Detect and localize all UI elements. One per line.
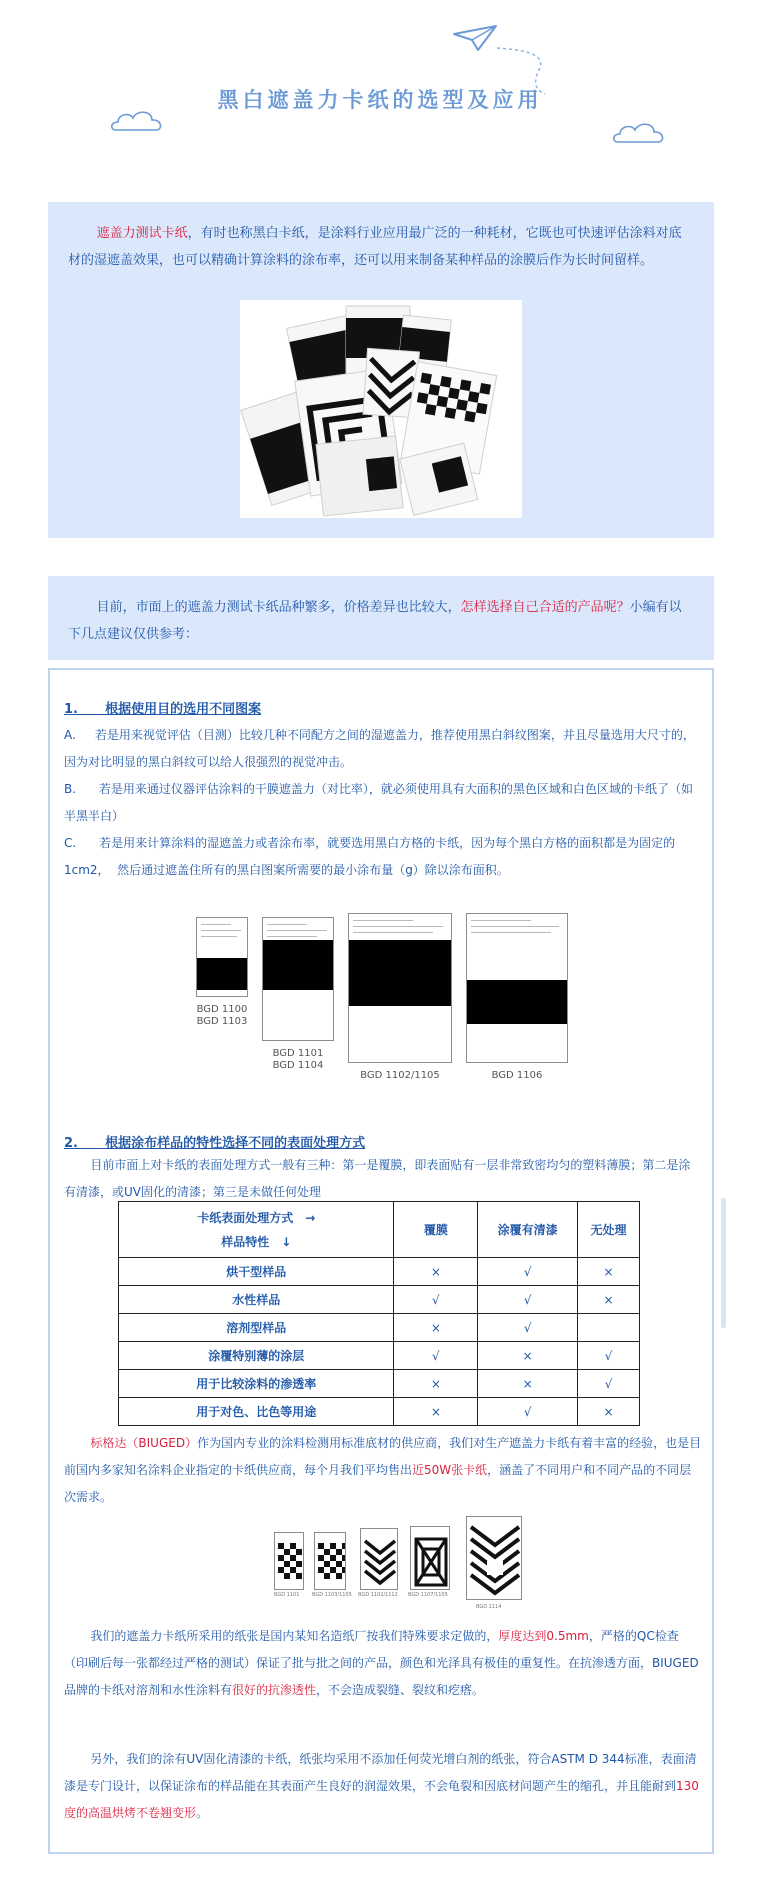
paper-text1: 我们的遮盖力卡纸所采用的纸张是国内某知名造纸厂按我们特殊要求定做的， [90, 1629, 499, 1643]
paper-highlight2: 很好的抗渗透性 [232, 1683, 317, 1697]
card-bgd-1100 [196, 917, 248, 997]
caption-bgd-1100: BGD 1100 [196, 1004, 248, 1015]
sample-card-large-diagonal [466, 1516, 522, 1600]
section2-heading: 2. 根据涂布样品的特性选择不同的表面处理方式 [64, 1136, 366, 1151]
table-row [119, 1314, 640, 1342]
table-row-feature: 用于对色、比色等用途 [119, 1398, 394, 1426]
page-title: 黑白遮盖力卡纸的选型及应用 [217, 88, 543, 112]
table-cell: × [478, 1342, 578, 1370]
table-cell: √ [394, 1342, 478, 1370]
table-cell: × [394, 1398, 478, 1426]
sample-caption: BGD 1107/1105 [408, 1592, 448, 1598]
sample-card-checker [274, 1532, 304, 1590]
table-cell: × [394, 1314, 478, 1342]
scattered-cards-illustration [240, 300, 522, 518]
cloud-icon [612, 120, 666, 144]
table-row [119, 1370, 640, 1398]
scrollbar[interactable] [721, 1198, 726, 1328]
table-corner-cell [119, 1202, 394, 1258]
company-text1: 作为国内专业的涂料检测用标准底材的供应商，我们对生产遮盖力卡纸有着丰富的经验，也是目前国内多家知名涂料企业指定的卡纸供应商，每个月我们平均售出 [64, 1436, 702, 1477]
table-row [119, 1398, 640, 1426]
table-row-feature: 溶剂型样品 [119, 1314, 394, 1342]
page-header [0, 0, 760, 150]
caption-bgd-1102-1105: BGD 1102/1105 [360, 1070, 440, 1081]
sample-caption: BGD 1114 [476, 1604, 502, 1610]
table-row [119, 1342, 640, 1370]
table-column-header: 覆膜 [394, 1202, 478, 1258]
company-paragraph [64, 1430, 702, 1511]
caption-bgd-1104: BGD 1104 [272, 1060, 324, 1071]
product-photo [240, 300, 522, 518]
question-pre: 目前，市面上的遮盖力测试卡纸品种繁多，价格差异也比较大， [96, 600, 461, 615]
uv-text2: 。 [196, 1806, 209, 1820]
caption-bgd-1106: BGD 1106 [491, 1070, 543, 1081]
table-cell: √ [478, 1398, 578, 1426]
table-cell: × [478, 1370, 578, 1398]
table-cell: √ [394, 1286, 478, 1314]
table-header-row [119, 1202, 640, 1258]
intro-highlight: 遮盖力测试卡纸 [96, 226, 188, 241]
table-cell [578, 1314, 640, 1342]
intro-paragraph [48, 202, 714, 274]
table-cell: × [578, 1398, 640, 1426]
table-cell: × [578, 1258, 640, 1286]
table-corner-line1: 卡纸表面处理方式 → [197, 1210, 316, 1225]
table-column-header: 涂覆有清漆 [478, 1202, 578, 1258]
sample-caption: BGD 1102/1112 [358, 1592, 398, 1598]
table-cell: × [394, 1258, 478, 1286]
table-column-header: 无处理 [578, 1202, 640, 1258]
sample-caption: BGD 1101 [274, 1592, 300, 1598]
card-bgd-1101 [262, 917, 334, 1041]
card-bgd-1102 [348, 913, 452, 1063]
section1-item-c: C. 若是用来计算涂料的湿遮盖力或者涂布率，就要选用黑白方格的卡纸，因为每个黑白方格的面积都是为固定的1cm2， 然后通过遮盖住所有的黑白图案所需要的最小涂布量（g）除以涂布面积。 [64, 836, 676, 877]
company-text2: ，涵盖了不同用户和不同产品的不同层次需求。 [64, 1463, 692, 1504]
card-bgd-1106 [466, 913, 568, 1063]
company-highlight: 近50W张卡纸 [412, 1463, 488, 1477]
uv-paragraph [64, 1746, 702, 1827]
table-cell: √ [478, 1286, 578, 1314]
sample-caption: BGD 1103/1105 [312, 1592, 352, 1598]
uv-text1: 另外，我们的涂有UV固化清漆的卡纸，纸张均采用不添加任何荧光增白剂的纸张，符合ASTM D 344标准，表面清漆是专门设计，以保证涂布的样品能在其表面产生良好的润湿效果，不会龟裂和因底材问题产生的缩孔，并且能耐到 [64, 1752, 697, 1793]
sample-card-chevron [360, 1528, 398, 1590]
surface-treatment-table [118, 1201, 640, 1426]
section2-text: 目前市面上对卡纸的表面处理方式一般有三种：第一是覆膜，即表面贴有一层非常致密均匀的塑料薄膜；第二是涂有清漆，或UV固化的清漆；第三是未做任何处理 [64, 1158, 691, 1199]
table-row-feature: 用于比较涂料的渗透率 [119, 1370, 394, 1398]
section1-heading: 1. 根据使用目的选用不同图案 [64, 702, 262, 717]
caption-bgd-1101: BGD 1101 [272, 1048, 324, 1059]
company-brand: 标格达（BIUGED） [90, 1436, 198, 1450]
table-cell: √ [578, 1370, 640, 1398]
table-cell: √ [478, 1258, 578, 1286]
paper-text3: ，不会造成裂缝、裂纹和疙瘩。 [316, 1683, 485, 1697]
table-cell: √ [578, 1342, 640, 1370]
caption-bgd-1103: BGD 1103 [196, 1016, 248, 1027]
question-post: 小编有以下几点建议仅供参考： [68, 600, 682, 642]
table-cell: √ [478, 1314, 578, 1342]
table-row-feature: 烘干型样品 [119, 1258, 394, 1286]
question-highlight: 怎样选择自己合适的产品呢？ [460, 600, 630, 615]
intro-panel [48, 202, 714, 538]
sample-card-diagonal [410, 1526, 450, 1590]
question-paragraph [48, 576, 714, 648]
uv-highlight: 130度的高温烘烤不卷翘变形 [64, 1779, 699, 1820]
section1-item-a: A. 若是用来视觉评估（目测）比较几种不同配方之间的湿遮盖力，推荐使用黑白斜纹图案，并且尽量选用大尺寸的，因为对比明显的黑白斜纹可以给人很强烈的视觉冲击。 [64, 728, 695, 769]
paper-text2: ，严格的QC检查（印刷后每一张都经过严格的测试）保证了批与批之间的产品，颜色和光泽具有极佳的重复性。在抗渗透方面，BIUGED品牌的卡纸对溶剂和水性涂料有 [64, 1629, 699, 1697]
section1-item-b: B. 若是用来通过仪器评估涂料的干膜遮盖力（对比率），就必须使用具有大面积的黑色区域和白色区域的卡纸了（如半黑半白） [64, 782, 693, 823]
table-row-feature: 涂覆特别薄的涂层 [119, 1342, 394, 1370]
table-row-feature: 水性样品 [119, 1286, 394, 1314]
table-corner-line2: 样品特性 ↓ [221, 1234, 292, 1249]
question-panel [48, 576, 714, 660]
intro-text: ，有时也称黑白卡纸，是涂料行业应用最广泛的一种耗材，它既也可快速评估涂料对底材的湿遮盖效果，也可以精确计算涂料的涂布率，还可以用来制备某种样品的涂膜后作为长时间留样。 [68, 226, 682, 268]
table-cell: × [578, 1286, 640, 1314]
paper-paragraph [64, 1623, 702, 1704]
paper-plane-icon [452, 24, 498, 52]
table-cell: × [394, 1370, 478, 1398]
table-row [119, 1286, 640, 1314]
sample-card-checker-large [314, 1532, 346, 1590]
paper-highlight1: 厚度达到0.5mm [498, 1629, 589, 1643]
table-row [119, 1258, 640, 1286]
